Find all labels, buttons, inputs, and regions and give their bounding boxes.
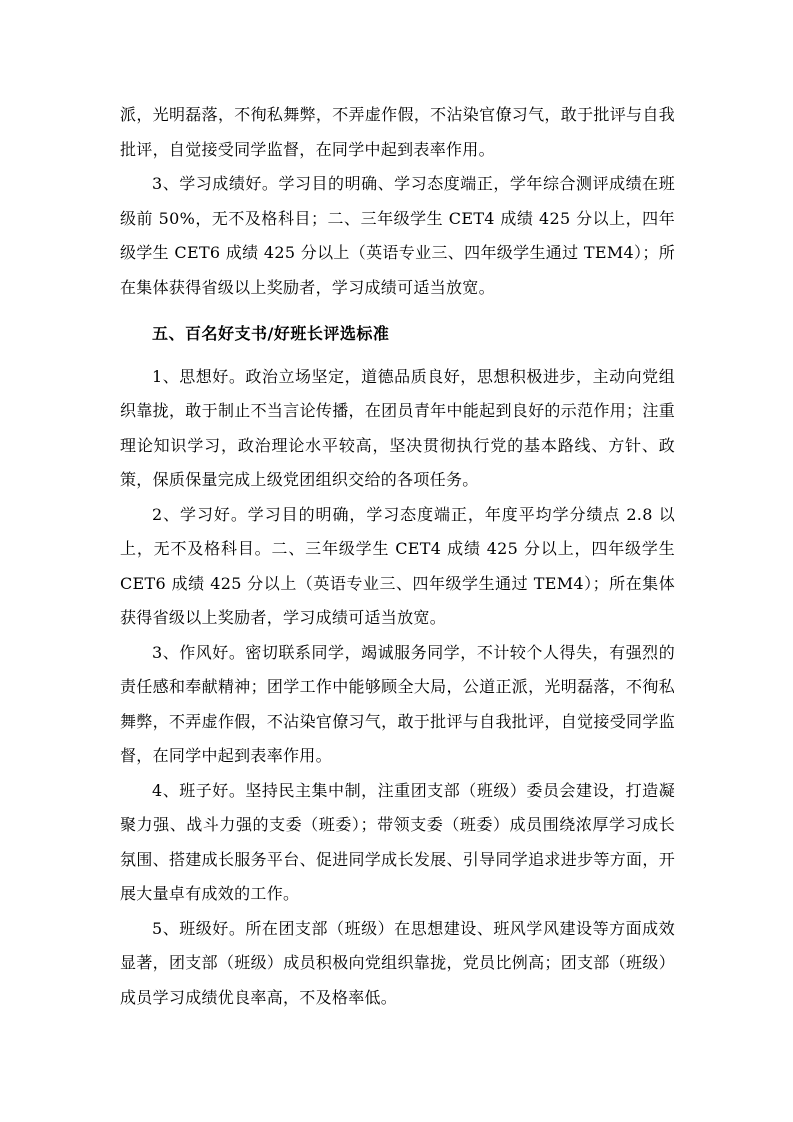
document-body [120,98,675,1015]
criterion-study: 2、学习好。学习目的明确，学习态度端正，年度平均学分绩点 2.8 以上，无不及格科目。二、三年级学生 CET4 成绩 425 分以上，四年级学生 CET6 成绩 425 分以上（英语专业三、四年级学生通过 TEM4）；所在集体获得省级以上奖励者，学习成绩可适当放宽。 [120,504,675,627]
criterion-team: 4、班子好。坚持民主集中制，注重团支部（班级）委员会建设，打造凝聚力强、战斗力强的支委（班委）；带领支委（班委）成员围绕浓厚学习成长氛围、搭建成长服务平台、促进同学成长发展、引导同学追求进步等方面，开展大量卓有成效的工作。 [120,780,675,903]
study-requirement-paragraph: 3、学习成绩好。学习目的明确、学习态度端正，学年综合测评成绩在班级前 50%，无不及格科目；二、三年级学生 CET4 成绩 425 分以上，四年级学生 CET6 成绩 425 分以上（英语专业三、四年级学生通过 TEM4）；所在集体获得省级以上奖励者，学习成绩可适当放宽。 [120,174,675,297]
criterion-thought: 1、思想好。政治立场坚定，道德品质良好，思想积极进步，主动向党组织靠拢，敢于制止不当言论传播，在团员青年中能起到良好的示范作用；注重理论知识学习，政治理论水平较高，坚决贯彻执行党的基本路线、方针、政策，保质保量完成上级党团组织交给的各项任务。 [120,366,675,489]
section-heading: 五、百名好支书/好班长评选标准 [152,324,390,343]
continuation-paragraph: 派，光明磊落，不徇私舞弊，不弄虚作假，不沾染官僚习气，敢于批评与自我批评，自觉接受同学监督，在同学中起到表率作用。 [120,105,675,159]
criterion-class: 5、班级好。所在团支部（班级）在思想建设、班风学风建设等方面成效显著，团支部（班级）成员积极向党组织靠拢，党员比例高；团支部（班级）成员学习成绩优良率高，不及格率低。 [120,918,675,1007]
criterion-conduct: 3、作风好。密切联系同学，竭诚服务同学，不计较个人得失，有强烈的责任感和奉献精神；团学工作中能够顾全大局，公道正派，光明磊落，不徇私舞弊，不弄虚作假，不沾染官僚习气，敢于批评与自我批评，自觉接受同学监督，在同学中起到表率作用。 [120,642,675,765]
